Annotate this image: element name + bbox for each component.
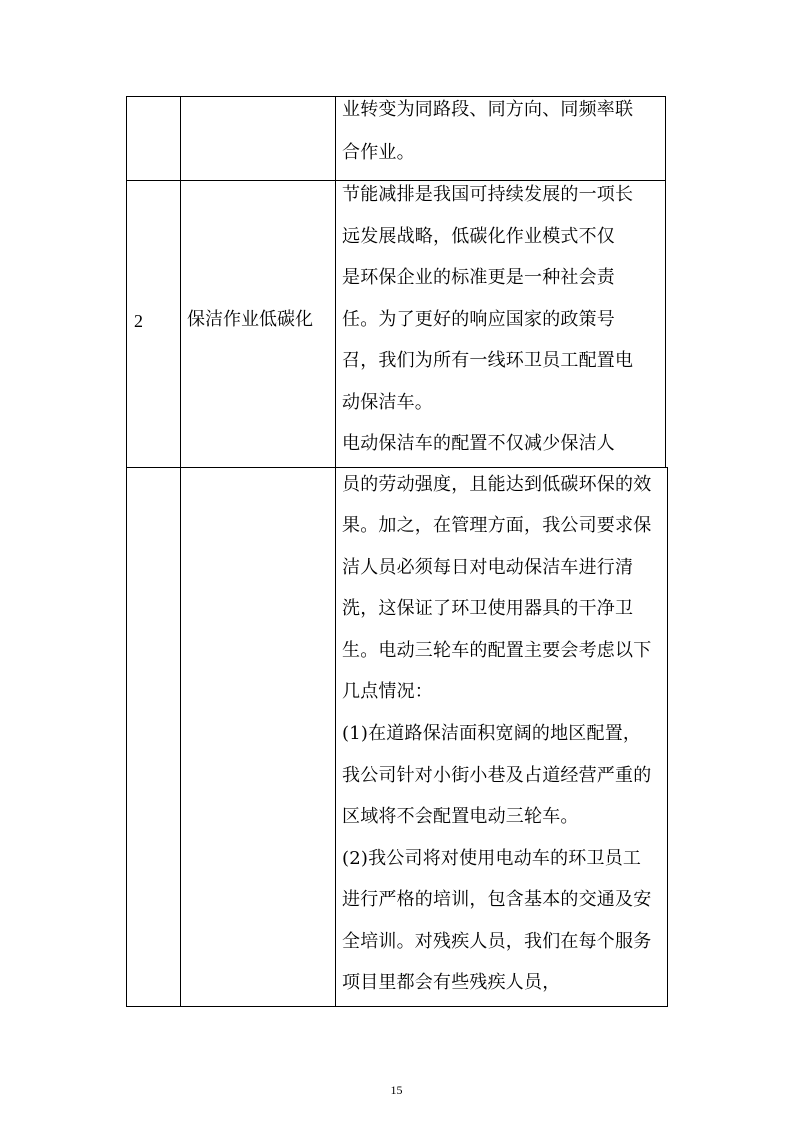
column-divider-2 bbox=[335, 468, 336, 1006]
content-line: 电动保洁车的配置不仅减少保洁人 bbox=[342, 433, 615, 454]
content-line: 项目里都会有些残疾人员， bbox=[342, 972, 561, 993]
column-divider-2 bbox=[335, 97, 336, 468]
content-line: 洁人员必须每日对电动保洁车进行清 bbox=[342, 557, 634, 578]
content-line: 节能减排是我国可持续发展的一项长 bbox=[342, 184, 634, 205]
content-line: 动保洁车。 bbox=[342, 392, 433, 413]
content-line: 员的劳动强度，且能达到低碳环保的效 bbox=[342, 474, 652, 495]
row-item-title: 保洁作业低碳化 bbox=[187, 309, 313, 330]
page-number: 15 bbox=[390, 1083, 403, 1097]
column-divider-1 bbox=[180, 468, 181, 1006]
content-line: 合作业。 bbox=[342, 142, 415, 163]
content-line: 召，我们为所有一线环卫员工配置电 bbox=[342, 350, 634, 371]
row-number: 2 bbox=[134, 311, 143, 331]
content-line: 是环保企业的标准更是一种社会责 bbox=[342, 267, 615, 288]
content-line: 几点情况： bbox=[342, 681, 433, 702]
content-line: 洗，这保证了环卫使用器具的干净卫 bbox=[342, 598, 634, 619]
content-line: 区域将不会配置电动三轮车。 bbox=[342, 806, 579, 827]
content-line: 全培训。对残疾人员，我们在每个服务 bbox=[342, 931, 652, 952]
row-divider bbox=[127, 180, 665, 181]
content-line: 任。为了更好的响应国家的政策号 bbox=[342, 309, 615, 330]
content-line: 果。加之，在管理方面，我公司要求保 bbox=[342, 515, 652, 536]
column-divider-1 bbox=[180, 97, 181, 468]
content-line: 业转变为同路段、同方向、同频率联 bbox=[342, 99, 634, 120]
content-line: 远发展战略，低碳化作业模式不仅 bbox=[342, 226, 615, 247]
content-line: 生。电动三轮车的配置主要会考虑以下 bbox=[342, 640, 652, 661]
content-line: 我公司针对小街小巷及占道经营严重的 bbox=[342, 765, 652, 786]
content-line: 进行严格的培训，包含基本的交通及安 bbox=[342, 889, 652, 910]
content-line: (2)我公司将对使用电动车的环卫员工 bbox=[342, 848, 642, 869]
content-line: (1)在道路保洁面积宽阔的地区配置， bbox=[342, 723, 642, 744]
